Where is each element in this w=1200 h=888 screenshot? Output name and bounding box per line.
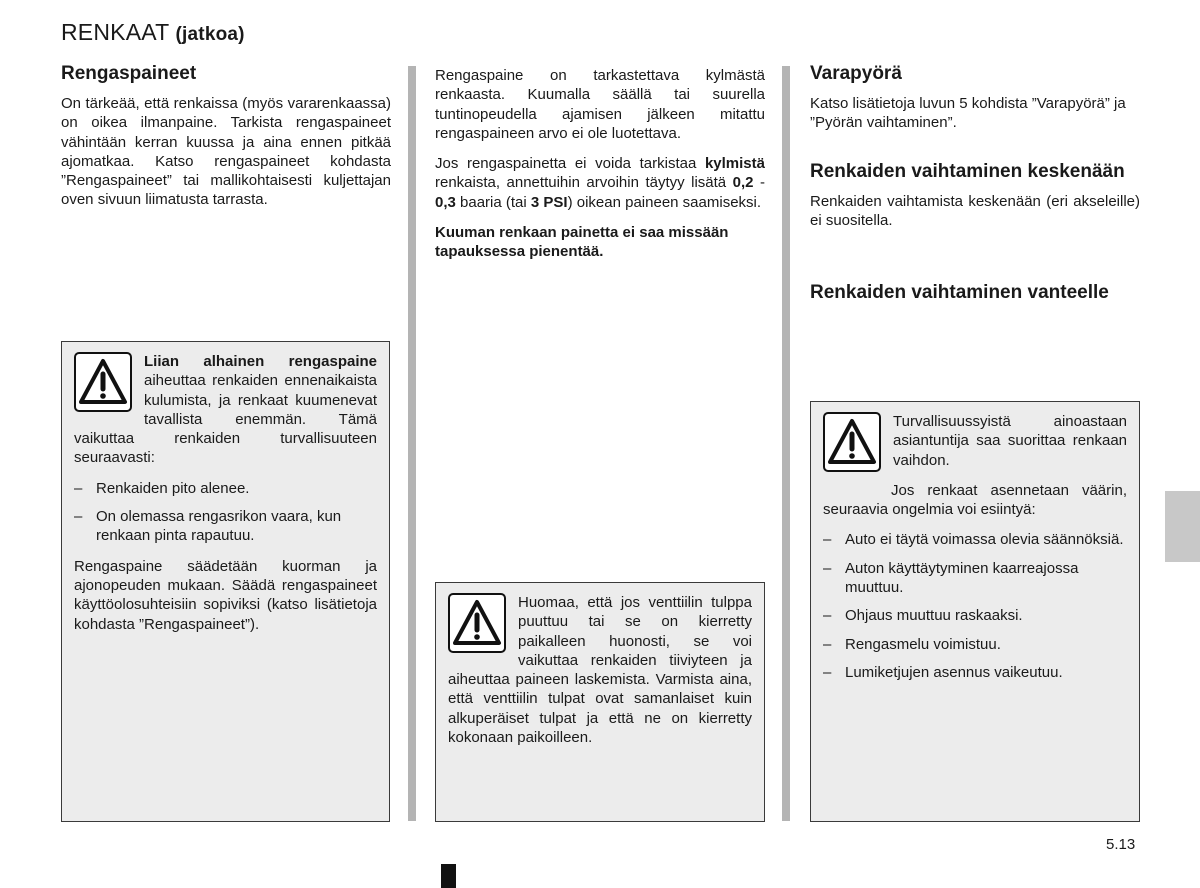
- text-run-bold: 3 PSI: [530, 193, 568, 211]
- text-run-bold: 0,3: [435, 193, 456, 211]
- text-run: renkaista, annettuihin arvoihin täytyy lisätä: [435, 174, 733, 192]
- section-heading-spare-wheel: Varapyörä: [810, 63, 902, 84]
- warning-box-tire-change: [810, 401, 1140, 822]
- swap-tires-text: Renkaiden vaihtamista keskenään (eri akseleille) ei suositella.: [810, 192, 1140, 229]
- cold-check-text: Rengaspaine on tarkastettava kylmästä renkaasta. Kuumalla säällä tai suurella tuntinopeudella ajamisen jälkeen mitattu rengaspaineen arvo ei ole luotettava.: [435, 67, 765, 142]
- text-run: Jos rengaspainetta ei voida tarkistaa: [435, 155, 705, 173]
- text-run-bold: kylmistä: [704, 155, 765, 173]
- page-number: 5.13: [1106, 836, 1136, 853]
- tire-pressure-intro: On tärkeää, että renkaissa (myös vararenkaassa) on oikea ilmanpaine. Tarkista rengaspaineet vähintään kerran kuussa ja aina ennen pitkää ajomatkaa. Katso rengaspaineet kohdasta ”Rengaspaineet” tai mallikohtaisesti kuljettajan oven sivuun liimatusta tarrasta.: [61, 95, 391, 209]
- warning-triangle-icon: [448, 593, 506, 653]
- chapter-side-tab: [1165, 491, 1200, 562]
- warning1-list: [74, 479, 377, 546]
- list-item: – Auto ei täytä voimassa olevia säännöksiä.: [823, 530, 1127, 549]
- text-run: ) oikean paineen saamiseksi.: [567, 193, 762, 211]
- section-heading-tire-change-rim: Renkaiden vaihtaminen vanteelle: [810, 282, 1109, 304]
- warning-box-valve-cap: [435, 582, 765, 822]
- warning1-body: aiheuttaa renkaiden ennenaikaista kulumista, ja renkaat kuumenevat tavallista enemmän. Tämä vaikuttaa renkaiden turvallisuuteen seuraavasti:: [74, 372, 377, 467]
- text-run-bold: 0,2: [732, 174, 754, 192]
- section-heading-swap-tires: Renkaiden vaihtaminen keskenään: [810, 160, 1125, 182]
- text-run: baaria (tai: [455, 193, 531, 211]
- warning-box-low-pressure: [61, 341, 390, 822]
- list-item: – On olemassa rengasrikon vaara, kun renkaan pinta rapautuu.: [74, 507, 377, 546]
- column-divider: [408, 66, 416, 821]
- section-heading-tire-pressures: Rengaspaineet: [61, 63, 197, 84]
- page-title-sub: (jatkoa): [175, 24, 245, 45]
- page-title-main: RENKAAT: [61, 19, 169, 45]
- page-title: [61, 19, 245, 46]
- warning3-text: Turvallisuussyistä ainoastaan asiantuntija saa suorittaa renkaan vaihdon.: [893, 413, 1127, 469]
- list-item: – Renkaiden pito alenee.: [74, 479, 377, 498]
- column-tire-pressures: [61, 62, 391, 221]
- list-item: – Lumiketjujen asennus vaikeutuu.: [823, 663, 1127, 682]
- warning1-bold-lead: Liian alhainen rengaspaine: [144, 353, 377, 370]
- column-cold-check: [435, 66, 765, 273]
- list-item: – Auton käyttäytyminen kaarreajossa muuttuu.: [823, 559, 1127, 598]
- warning1-adjust-text: Rengaspaine säädetään kuorman ja ajonopeuden mukaan. Säädä rengaspaineet käyttöolosuhteisiin sopiviksi (katso lisätietoja kohdasta ”Rengaspaineet”).: [74, 557, 377, 633]
- warning3-para2: Jos renkaat asennetaan väärin, seuraavia ongelmia voi esiintyä:: [823, 481, 1127, 519]
- list-item: – Ohjaus muuttuu raskaaksi.: [823, 606, 1127, 625]
- print-mark: [441, 864, 456, 888]
- pressure-adjust-text: [435, 154, 765, 212]
- spare-wheel-text: Katso lisätietoja luvun 5 kohdista ”Varapyörä” ja ”Pyörän vaihtaminen”.: [810, 95, 1126, 132]
- warning-triangle-icon: [823, 412, 881, 472]
- column-divider: [782, 66, 790, 821]
- column-spare-wheel: [810, 62, 1140, 313]
- warning2-text: Huomaa, että jos venttiilin tulppa puuttuu tai se on kierretty paikalleen huonosti, se voi vaikuttaa renkaiden tiiviyteen ja aiheuttaa paineen laskemista. Varmista aina, että venttiilin tulpat ovat samanlaiset kuin alkuperäiset tulpat ja että ne on kierretty kokonaan paikoilleen.: [448, 594, 752, 747]
- hot-tire-warning-text: Kuuman renkaan painetta ei saa missään tapauksessa pienentää.: [435, 224, 729, 261]
- list-item: – Rengasmelu voimistuu.: [823, 635, 1127, 654]
- warning3-list: [823, 530, 1127, 682]
- text-run: -: [753, 174, 765, 192]
- warning-triangle-icon: [74, 352, 132, 412]
